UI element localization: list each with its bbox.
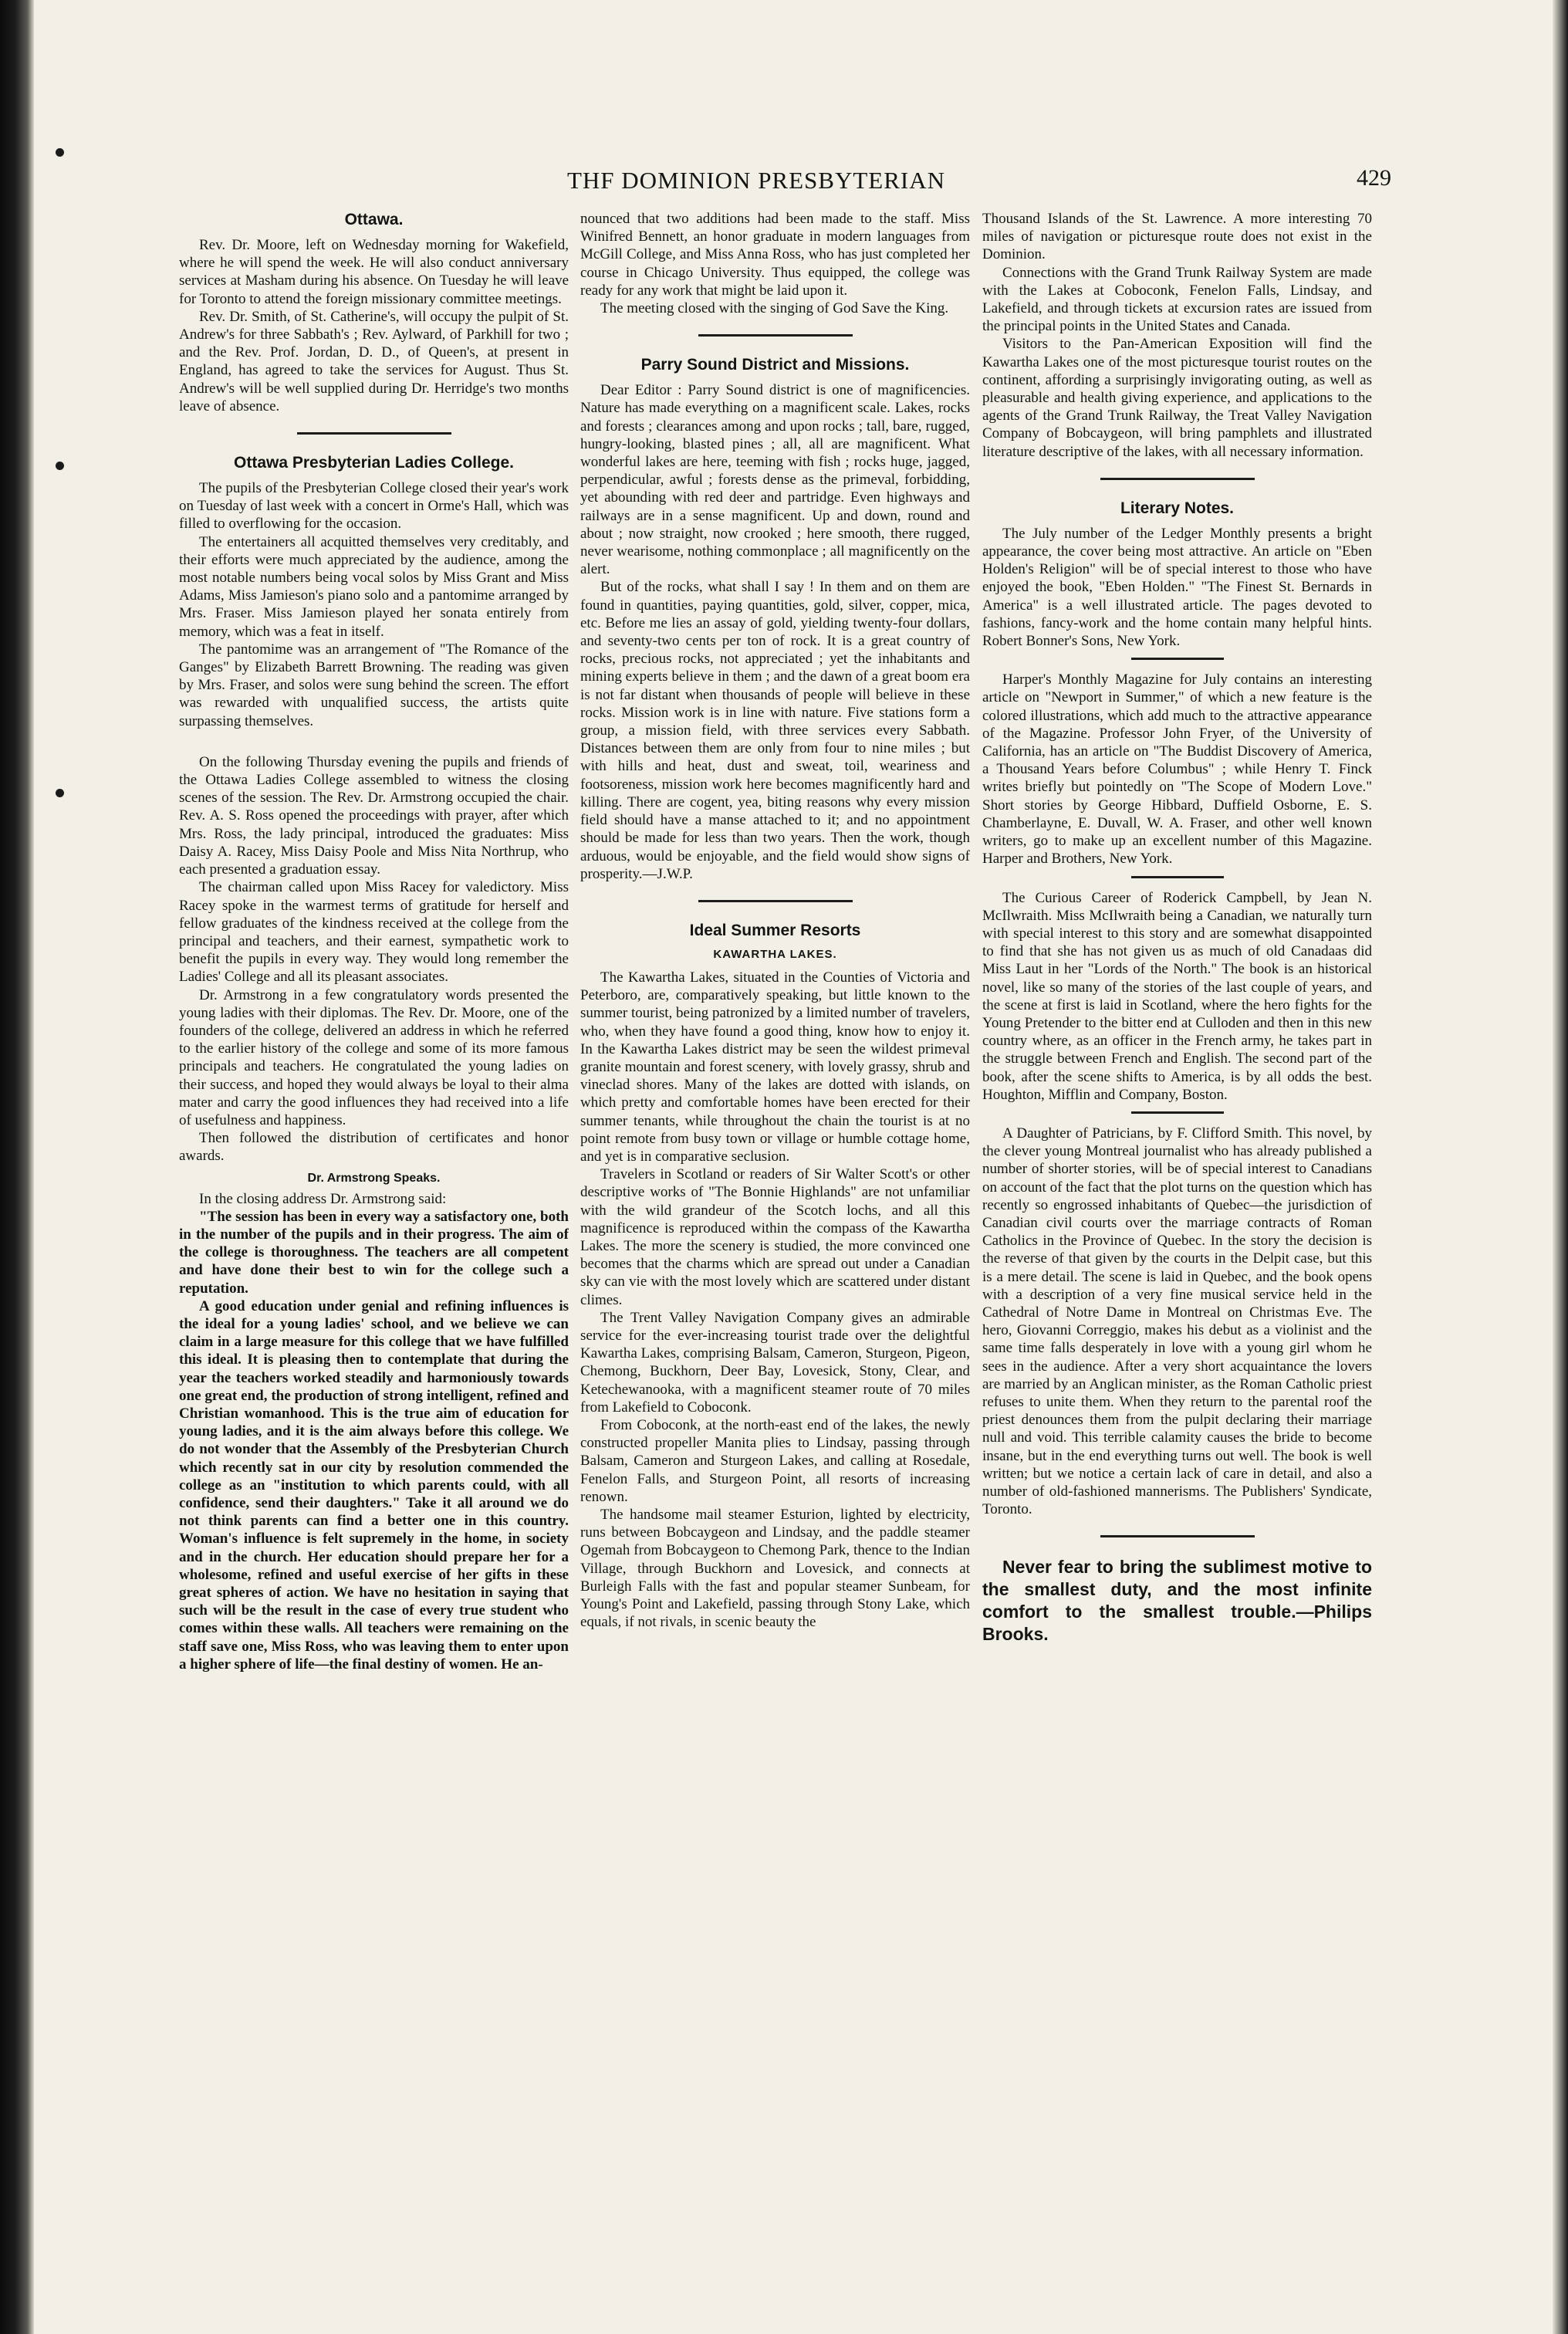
review-divider [1131, 1111, 1224, 1114]
paragraph: Thousand Islands of the St. Lawrence. A more interesting 70 miles of navigation or picturesque route does not exist in the Dominion. [982, 211, 1372, 263]
book-review: Harper's Monthly Magazine for July contains an interesting article on "Newport in Summer," of which a new feature is the colored illustrations, which add much to the attractive appearance of the Magazine. Professor John Fryer, of the University of California, has an article on "The Buddist Discovery of America, a Thousand Years before Columbus" ; while Henry T. Finck writes briefly but pointedly on "The Scope of Modern Love." Short stories by George Hibbard, Duffield Osborne, E. S. Chamberlayne, E. Duvall, W. A. Fraser, and other well known writers, go to make up an excellent number of this Magazine. Harper and Brothers, New York. [982, 671, 1372, 868]
article-heading-ottawa: Ottawa. [344, 211, 404, 228]
subheading-armstrong-speaks: Dr. Armstrong Speaks. [307, 1171, 441, 1185]
paragraph: The entertainers all acquitted themselves very creditably, and their efforts were much appreciated by the audience, among the most notable numbers being vocal solos by Miss Grant and Miss Adams, Miss Jamieson's piano solo and a pantomime arranged by Mrs. Fraser. Miss Jamieson played her sonata entirely from memory, which was a feat in itself. [179, 533, 569, 640]
paragraph: The chairman called upon Miss Racey for valedictory. Miss Racey spoke in the warmest terms of gratitude for herself and fellow graduates of the kindness received at the college from the principal and teachers, and their earnest, sympathetic work to benefit the pupils in every way. They would long remember the Ladies' College and all its pleasant associates. [179, 879, 569, 986]
paragraph: The pupils of the Presbyterian College closed their year's work on Tuesday of last week with a concert in Orme's Hall, which was filled to overflowing for the occasion. [179, 480, 569, 533]
section-divider [297, 432, 451, 435]
scan-left-edge [0, 0, 34, 2334]
paragraph: The meeting closed with the singing of God Save the King. [600, 300, 949, 317]
book-review: The July number of the Ledger Monthly presents a bright appearance, the cover being most attractive. An article on "Eben Holden's Religion" will be of special interest to those who have enjoyed the book, "Eben Holden." "The Finest St. Bernards in America" is a well illustrated article. The pages devoted to fashions, fancy-work and the home contain many helpful hints. Robert Bonner's Sons, New York. [982, 525, 1372, 650]
paragraph: Then followed the distribution of certificates and honor awards. [179, 1130, 569, 1165]
review-divider [1131, 658, 1224, 660]
paragraph: Connections with the Grand Trunk Railway System are made with the Lakes at Coboconk, Fenelon Falls, Lindsay, and Lakefield, and through tickets at excursion rates are issued from the principal points in the United States and Canada. [982, 264, 1372, 335]
paragraph: Dr. Armstrong in a few congratulatory words presented the young ladies with their diplomas. The Rev. Dr. Moore, one of the founders of the college, delivered an address in which he referred to the earlier history of the college and some of its more famous principals and teachers. He congratulated the young ladies on their success, and hoped they would always be loyal to their alma mater and carry the good influences they had received into a life of usefulness and happiness. [179, 986, 569, 1128]
paragraph: nounced that two additions had been made to the staff. Miss Winifred Bennett, an honor graduate in modern languages from McGill College, and Miss Anna Ross, who has just completed her course in Chicago University. Thus equipped, the college was ready for any work that might be laid upon it. [580, 211, 970, 299]
subheading-kawartha-lakes: KAWARTHA LAKES. [713, 947, 837, 961]
paragraph: Rev. Dr. Smith, of St. Catherine's, will occupy the pulpit of St. Andrew's for three Sabbath's ; Rev. Aylward, of Parkhill for two ; and the Rev. Prof. Jordan, D. D., of Queen's, at present in England, has agreed to take the services for August. Thus St. Andrew's will be well supplied during Dr. Herridge's two months leave of absence. [179, 308, 569, 414]
article-heading-ladies-college: Ottawa Presbyterian Ladies College. [234, 454, 514, 472]
paragraph: Travelers in Scotland or readers of Sir Walter Scott's or other descriptive works of "The Bonnie Highlands" are not unfamiliar with the wild grandeur of the Scotch lochs, and all this magnificence is reproduced within the compass of the Kawartha Lakes. The more the scenery is studied, the more convinced one becomes that the charms which are spread out under a Canadian sky can vie with the most lovely which are scattered under distant climes. [580, 1166, 970, 1308]
paragraph: The handsome mail steamer Esturion, lighted by electricity, runs between Bobcaygeon and Lindsay, and the paddle steamer Ogemah from Bobcaygeon to Chemong Park, thence to the Indian Village, through Buckhorn and Lovesick, and connects at Burleigh Falls with the fast and popular steamer Sunbeam, for Young's Point and Lakefield, passing through Stony Lake, which equals, if not rivals, in scenic beauty the [580, 1507, 970, 1631]
section-divider [698, 900, 853, 902]
section-divider [1100, 1535, 1255, 1537]
paragraph: Visitors to the Pan-American Exposition will find the Kawartha Lakes one of the most picturesque tourist routes on the continent, affording a surprisingly invigorating outing, as well as pleasurable and health giving experience, and applications to the agents of the Grand Trunk Railway, the Treat Valley Navigation Company of Bobcaygeon, will bring pamphlets and illustrated literature descriptive of the lakes, with all necessary information. [982, 336, 1372, 460]
article-heading-summer-resorts: Ideal Summer Resorts [689, 921, 861, 939]
column-middle [580, 210, 970, 2309]
running-header: THF DOMINION PRESBYTERIAN [566, 167, 945, 194]
section-divider [1100, 478, 1255, 480]
paragraph: The Trent Valley Navigation Company gives an admirable service for the ever-increasing tourist trade over the delightful Kawartha Lakes, comprising Balsam, Cameron, Sturgeon, Pigeon, Chemong, Buckhorn, Deer Bay, Lovesick, Stony, Clear, and Ketechewanooka, with a magnificent steamer route of 70 miles from Lakefield to Coboconk. [580, 1309, 970, 1416]
column-left [179, 210, 569, 2309]
paragraph: The Kawartha Lakes, situated in the Counties of Victoria and Peterboro, are, comparatively speaking, but little known to the summer tourist, being patronized by a limited number of travelers, who, when they have found a good thing, know how to enjoy it. In the Kawartha Lakes district may be seen the wildest primeval granite mountain and forest scenery, with lovely grassy, shrub and vineclad shores. Many of the lakes are dotted with islands, on which pretty and comfortable homes have been erected for their summer tenants, while throughout the chain the tourist is at no point remote from busy town or village or humble cottage home, and yet is in comparative seclusion. [580, 969, 970, 1165]
paragraph: But of the rocks, what shall I say ! In them and on them are found in quantities, paying quantities, gold, silver, copper, mica, etc. Before me lies an assay of gold, yielding twenty-four dollars, and seventy-two cents per ton of rock. It is a great country of rocks, precious rocks, not appreciated ; yet the inhabitants and mining experts believe in them ; and the dawn of a great boom era is not far distant when thousands of people will believe in these rocks. Mission work is in line with nature. Five stations form a group, a mission field, with three services every Sabbath. Distances between them are only from four to nine miles ; but with hills and heat, dust and sweat, toil, weariness and footsoreness, mission work here becomes magnificently hard and killing. There are cogent, yea, biting reasons why every mission field should have a manse attached to it; and no appointment should be made for less than two years. Then the work, though arduous, would be enjoyable, and the field would show signs of prosperity.—J.W.P. [580, 579, 970, 882]
paragraph: On the following Thursday evening the pupils and friends of the Ottawa Ladies College assembled to witness the closing scenes of the session. The Rev. Dr. Armstrong occupied the chair. Rev. A. S. Ross opened the proceedings with prayer, after which Mrs. Ross, the lady principal, introduced the graduates: Miss Daisy A. Racey, Miss Daisy Poole and Miss Nita Northrup, who each presented a graduation essay. [179, 753, 569, 878]
paragraph: A good education under genial and refining influences is the ideal for a young ladies' school, and we believe we can claim in a large measure for this college that we have fulfilled this ideal. It is pleasing then to contemplate that during the year the teachers worked steadily and harmoniously towards one great end, the production of strong intelligent, refined and Christian womanhood. This is the true aim of education for young ladies, and it is the aim always before this college. We do not wonder that the Assembly of the Presbyterian Church which recently sat in our city by resolution commended the college as an "institution to which parents could, with all confidence, send their daughters." Take it all around we do not think parents can find a better one in this country. Woman's influence is felt supremely in the home, in society and in the church. Her education should prepare her for a wholesome, refined and useful exercise of her gifts in these great spheres of action. We have no hesitation in saying that such will be the result in the case of every true student who comes within these walls. All teachers were remaining on the staff save one, Miss Ross, who was leaving them to enter upon a higher sphere of life—the final destiny of women. He an- [179, 1297, 569, 1673]
book-review: The Curious Career of Roderick Campbell, by Jean N. McIlwraith. Miss McIlwraith being a Canadian, we naturally turn with special interest to this story and are somewhat disappointed to find that she has not given us as much of old Canadaas did Miss Laut in her "Lords of the North." The book is an historical novel, like so many of the stories of the last couple of years, and the scene at first is laid in Scotland, where the hero fights for the Young Pretender to the bitter end at Culloden and then in this new country where, as an officer in the French army, he takes part in the struggle between French and English. The second part of the book, after the scene shifts to America, is by all odds the best. Houghton, Mifflin and Company, Boston. [982, 889, 1372, 1103]
column-right [982, 210, 1372, 2309]
paragraph: The pantomime was an arrangement of "The Romance of the Ganges" by Elizabeth Barrett Browning. The reading was given by Mrs. Fraser, and solos were sung behind the screen. The effort was rewarded with unqualified success, the artists quite surpassing themselves. [179, 641, 569, 729]
page-number: 429 [1357, 165, 1391, 191]
paragraph: From Coboconk, at the north-east end of the lakes, the newly constructed propeller Manita plies to Lindsay, passing through Balsam, Cameron and Sturgeon Lakes, and calling at Rosedale, Fenelon Falls, and Sturgeon Point, all resorts of increasing renown. [580, 1416, 970, 1505]
scan-speck [56, 148, 64, 157]
section-divider [698, 334, 853, 337]
paragraph: "The session has been in every way a satisfactory one, both in the number of the pupils and in their progress. The aim of the college is thoroughness. The teachers are all competent and have done their best to win for the college such a reputation. [179, 1208, 569, 1297]
paragraph: Dear Editor : Parry Sound district is one of magnificencies. Nature has made everything on a magnificent scale. Lakes, rocks and forests ; clearances among and upon rocks ; tall, bare, rugged, hungry-looking, blasted pines ; all, all are magnificent. What wonderful lakes are here, teeming with fish ; rocks huge, jagged, perpendicular, awful ; forests dense as the primeval, forbidding, yet abounding with red deer and partridge. Even highways and railways are in a sense magnificent. Up and down, round and about ; now straight, now crooked ; here smooth, there rugged, never wearisome, nothing commonplace ; all magnificently on the alert. [580, 382, 970, 578]
paragraph: In the closing address Dr. Armstrong said: [199, 1190, 447, 1207]
closing-quote: Never fear to bring the sublimest motive to the smallest duty, and the most infinite comfort to the smallest trouble.—Philips Brooks. [982, 1557, 1372, 1645]
scan-right-edge [1553, 0, 1568, 2334]
scan-speck [56, 789, 64, 797]
article-heading-parry-sound: Parry Sound District and Missions. [640, 356, 910, 374]
paragraph: Rev. Dr. Moore, left on Wednesday morning for Wakefield, where he will spend the week. He will also conduct anniversary services at Masham during his absence. On Tuesday he will leave for Toronto to attend the foreign missionary committee meetings. [179, 237, 569, 307]
book-review: A Daughter of Patricians, by F. Clifford Smith. This novel, by the clever young Montreal journalist who has already published a number of shorter stories, will be of special interest to Canadians on account of the fact that the plot turns on the question which has recently so engrossed inhabitants of Quebec—the jurisdiction of Canadian civil courts over the marriage contracts of Roman Catholics in the Province of Quebec. In the story the decision is the reverse of that given by the courts in the Delpit case, but this is a mere detail. The scene is laid in Quebec, and the book opens with a description of a very fine musical service held in the Cathedral of Notre Dame in Montreal on Christmas Eve. The hero, Giovanni Correggio, makes his debut as a violinist and the same time falls desperately in love with a young girl whom he sees in the audience. After a very short acquaintance the lovers are married by an Anglican minister, as the Roman Catholic priest refuses to unite them. When they return to the parental roof the priest denounces them from the pulpit declaring their marriage null and void. This terrible calamity causes the bride to become insane, but in the end everything turns out well. The book is well written; but we notice a certain lack of care in detail, and also a number of old-fashioned mannerisms. The Publishers' Syndicate, Toronto. [982, 1125, 1372, 1518]
review-divider [1131, 876, 1224, 878]
article-heading-literary-notes: Literary Notes. [1120, 499, 1235, 517]
scan-speck [56, 462, 64, 470]
